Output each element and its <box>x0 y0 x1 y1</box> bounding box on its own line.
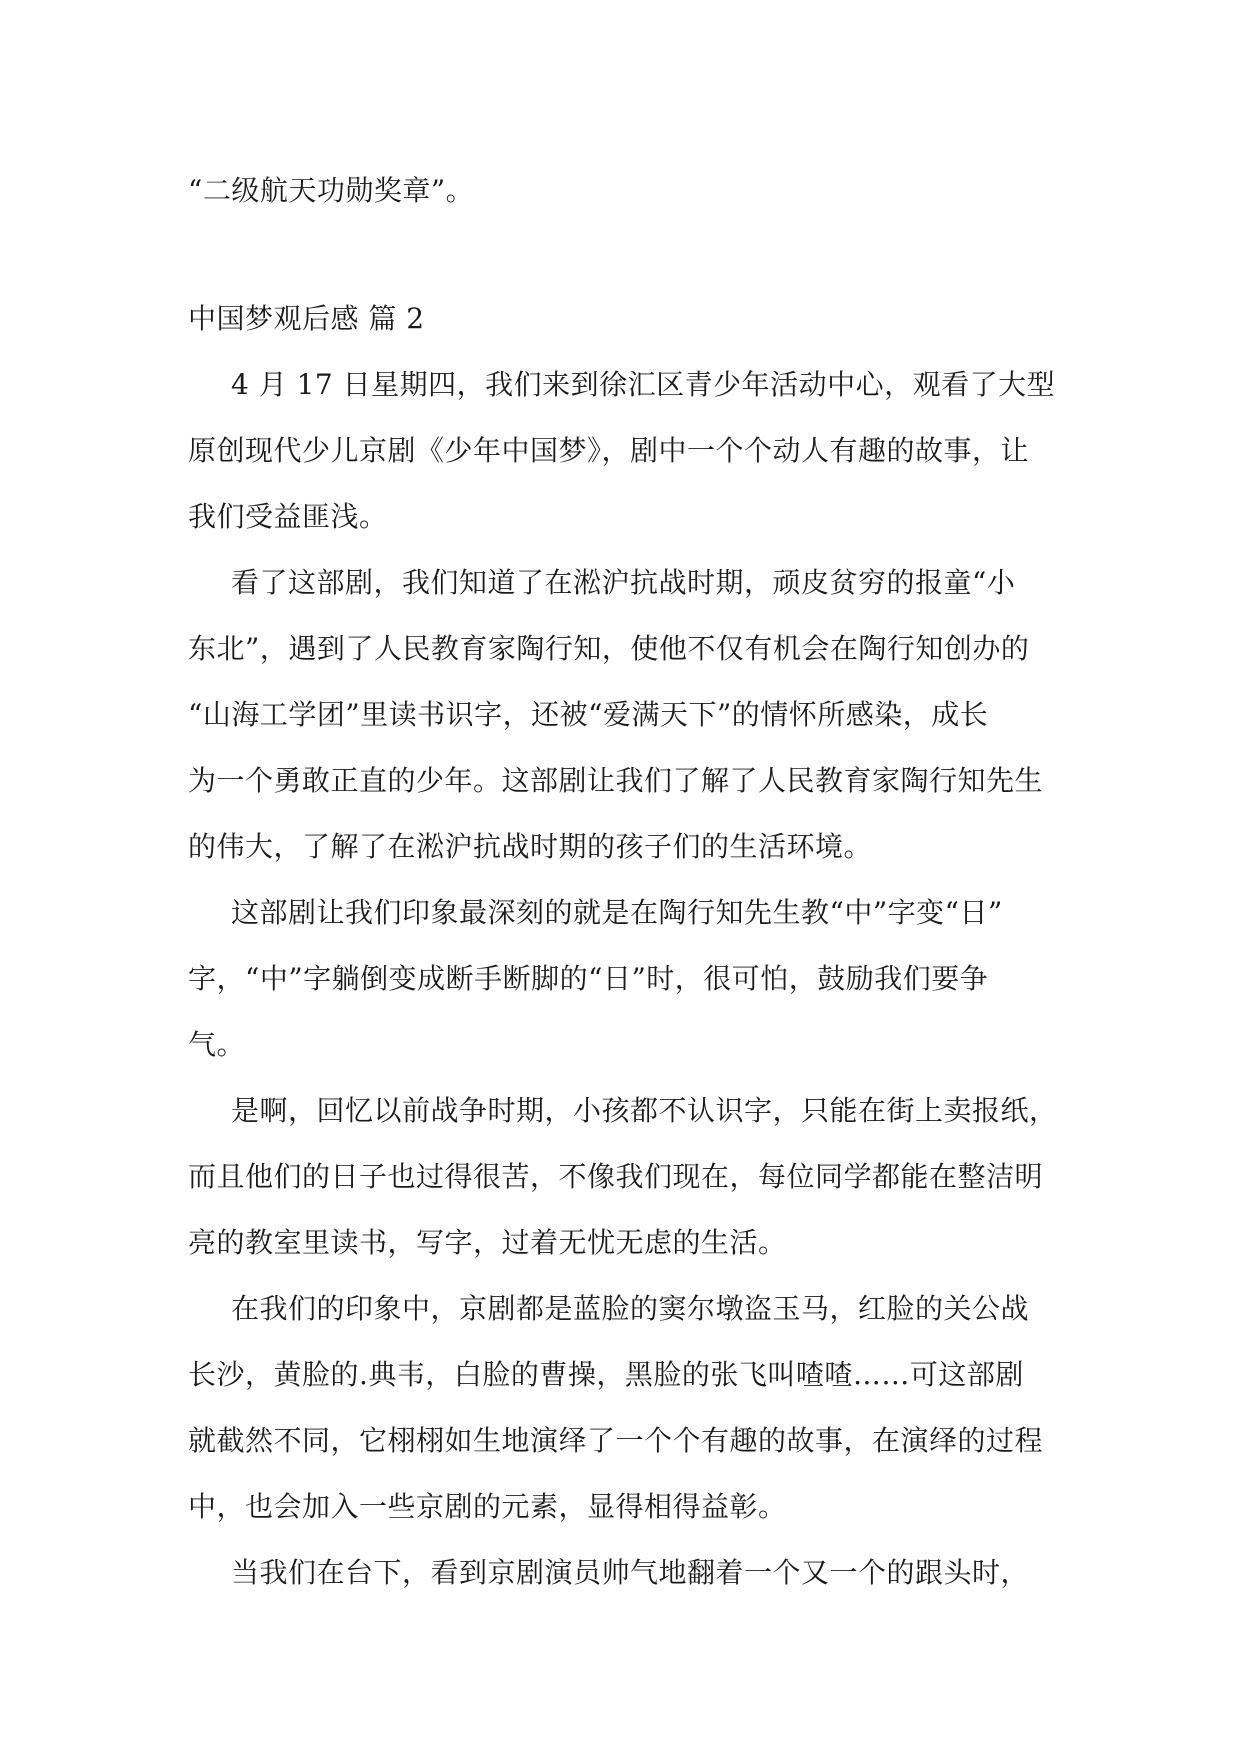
paragraph-line: 长沙，黄脸的.典韦，白脸的曹操，黑脸的张飞叫喳喳……可这部剧 <box>188 1358 1024 1391</box>
paragraph-line: 当我们在台下，看到京剧演员帅气地翻着一个又一个的跟头时， <box>231 1556 1030 1589</box>
paragraph-line: 为一个勇敢正直的少年。这部剧让我们了解了人民教育家陶行知先生 <box>188 764 1044 797</box>
paragraph-line: 就截然不同，它栩栩如生地演绎了一个个有趣的故事，在演绎的过程 <box>188 1424 1044 1457</box>
paragraph-line: 是啊，回忆以前战争时期，小孩都不认识字，只能在街上卖报纸， <box>231 1094 1058 1127</box>
paragraph-line: 原创现代少儿京剧《少年中国梦》，剧中一个个动人有趣的故事，让 <box>188 434 1030 467</box>
paragraph-line: 中，也会加入一些京剧的元素，显得相得益彰。 <box>188 1490 787 1523</box>
paragraph-line: 看了这部剧，我们知道了在淞沪抗战时期，顽皮贫穷的报童“小 <box>231 566 1016 599</box>
paragraph-line: 在我们的印象中，京剧都是蓝脸的窦尔墩盗玉马，红脸的关公战 <box>231 1292 1030 1325</box>
paragraph-line: 而且他们的日子也过得很苦，不像我们现在，每位同学都能在整洁明 <box>188 1160 1044 1193</box>
section-heading: 中国梦观后感 篇 2 <box>188 302 425 335</box>
paragraph-line: 东北”，遇到了人民教育家陶行知，使他不仅有机会在陶行知创办的 <box>188 632 1030 665</box>
paragraph-6 <box>188 1540 1058 1606</box>
paragraph-line: 的伟大，了解了在淞沪抗战时期的孩子们的生活环境。 <box>188 830 873 863</box>
paragraph-line: 亮的教室里读书，写字，过着无忧无虑的生活。 <box>188 1226 787 1259</box>
paragraph-2 <box>188 550 1058 880</box>
paragraph-line: 气。 <box>188 1028 246 1061</box>
paragraph-line: 4 月 17 日星期四，我们来到徐汇区青少年活动中心，观看了大型 <box>231 368 1056 401</box>
paragraph-3 <box>188 880 1058 1078</box>
paragraph-line: 我们受益匪浅。 <box>188 500 388 533</box>
paragraph-5 <box>188 1276 1058 1540</box>
continuation-text: “二级航天功勋奖章”。 <box>188 174 475 207</box>
paragraph-line: 这部剧让我们印象最深刻的就是在陶行知先生教“中”字变“日” <box>231 896 1003 929</box>
paragraph-1 <box>188 352 1058 550</box>
paragraph-4 <box>188 1078 1058 1276</box>
document-body <box>188 158 1058 1606</box>
paragraph-line: 字，“中”字躺倒变成断手断脚的“日”时，很可怕，鼓励我们要争 <box>188 962 989 995</box>
paragraph-line: “山海工学团”里读书识字，还被“爱满天下”的情怀所感染，成长 <box>188 698 989 731</box>
